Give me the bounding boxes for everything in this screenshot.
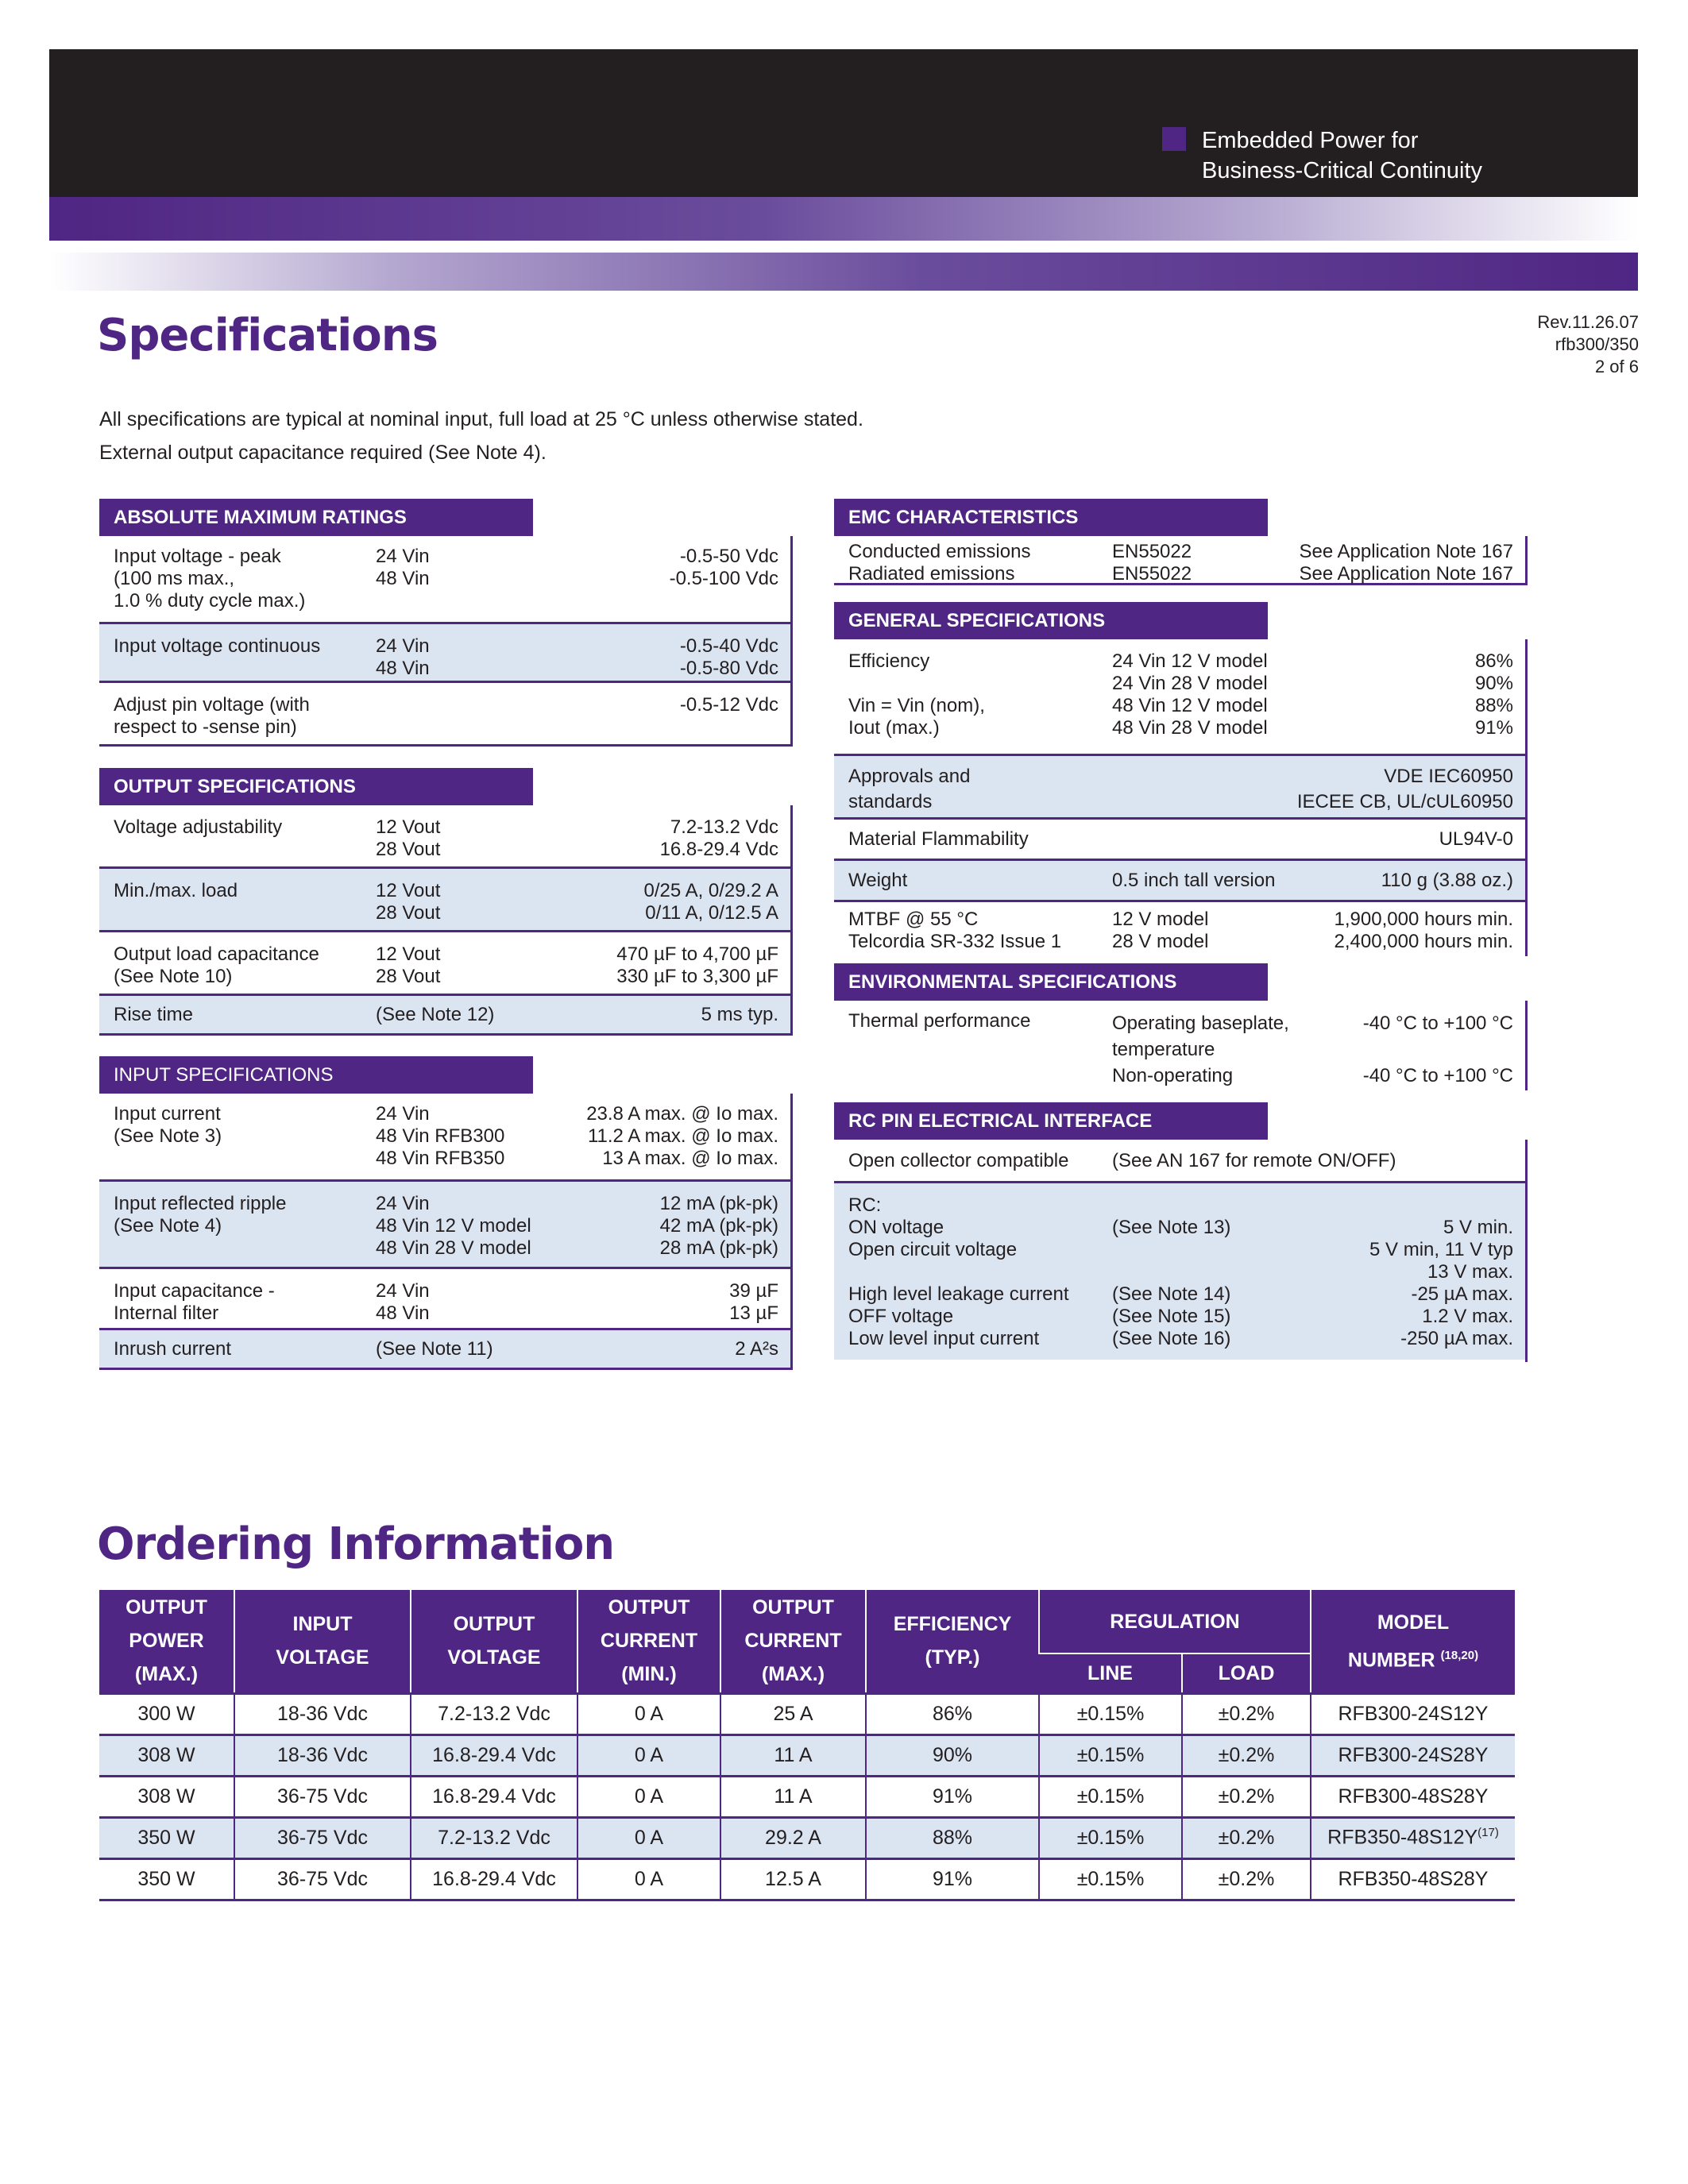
intro-text [99,403,863,469]
spec-label: Thermal performance [848,1010,1031,1032]
cell-input: 36-75 Vdc [234,1817,411,1858]
model-text: RFB300-24S28Y [1338,1743,1489,1766]
cell-current-min: 0 A [577,1776,720,1817]
spec-condition: 24 Vin 48 Vin 12 V model 48 Vin 28 V model [376,1193,531,1259]
revision-block [1537,311,1639,378]
spec-label: Weight [848,870,908,891]
spec-label: Input voltage continuous [114,635,321,657]
model-text: RFB350-48S28Y [1338,1867,1489,1890]
revision: Rev.11.26.07 [1537,312,1639,332]
table-row [99,1776,1515,1817]
spec-group [834,756,1528,820]
spec-value: VDE IEC60950 IECEE CB, UL/cUL60950 [1296,766,1513,812]
ordering-information-title: Ordering Information [97,1518,615,1570]
spec-value: -0.5-12 Vdc [679,694,778,716]
general-specifications [834,602,1528,954]
spec-group [834,820,1528,861]
cell-power: 350 W [99,1817,234,1858]
cell-model [1311,1734,1515,1776]
col-header-model-number [1311,1590,1515,1693]
spec-group [99,683,793,747]
intro-line-1: All specifications are typical at nominal input, full load at 25 °C unless otherwise stated. [99,408,863,430]
spec-group [99,1182,793,1269]
cell-current-max: 11 A [720,1776,866,1817]
spec-condition: 24 Vin 48 Vin [376,1280,430,1324]
spec-value: 39 µF 13 µF [729,1280,778,1324]
section-header: OUTPUT SPECIFICATIONS [99,768,533,805]
spec-condition: 24 Vin 48 Vin RFB300 48 Vin RFB350 [376,1103,505,1169]
spec-group [99,1094,793,1182]
col-header-regulation: REGULATION [1039,1590,1311,1653]
spec-condition: 24 Vin 12 V model 24 Vin 28 V model 48 Vin 12 V model 48 Vin 28 V model [1112,650,1268,739]
cell-power: 308 W [99,1734,234,1776]
output-specifications [99,768,793,1036]
spec-label: Approvals and standards [848,766,971,812]
cell-input: 36-75 Vdc [234,1776,411,1817]
cell-current-min: 0 A [577,1817,720,1858]
cell-model [1311,1817,1515,1858]
col-header-output-current-min: OUTPUT CURRENT (MIN.) [577,1590,720,1693]
spec-value: 110 g (3.88 oz.) [1381,870,1513,891]
ordering-table [99,1590,1515,1901]
cell-efficiency: 88% [866,1817,1039,1858]
spec-condition: (See Note 12) [376,1004,495,1025]
model-footnote: (17) [1477,1826,1499,1840]
spec-condition: (See Note 13) (See Note 14) (See Note 15) (See Note 16) [1112,1217,1231,1349]
section-header: EMC CHARACTERISTICS [834,499,1268,536]
spec-group [99,805,793,869]
tagline [1202,125,1482,186]
brand-square-icon [1162,127,1186,151]
col-header-load: LOAD [1182,1653,1311,1693]
col-header-output-current-max: OUTPUT CURRENT (MAX.) [720,1590,866,1693]
spec-condition: 12 Vout 28 Vout [376,943,441,987]
absolute-maximum-ratings [99,499,793,747]
cell-current-max: 29.2 A [720,1817,866,1858]
intro-line-2: External output capacitance required (See Note 4). [99,442,547,464]
table-row [99,1817,1515,1858]
spec-value: 7.2-13.2 Vdc 16.8-29.4 Vdc [659,816,778,860]
spec-group [99,536,793,624]
spec-value: -0.5-40 Vdc -0.5-80 Vdc [679,635,778,679]
cell-current-max: 25 A [720,1693,866,1734]
cell-model [1311,1776,1515,1817]
spec-label: Input current (See Note 3) [114,1103,222,1147]
header-gradient-band-bottom [49,253,1638,291]
cell-load: ±0.2% [1182,1817,1311,1858]
spec-group [99,1330,793,1370]
cell-load: ±0.2% [1182,1693,1311,1734]
cell-power: 308 W [99,1776,234,1817]
section-header: INPUT SPECIFICATIONS [99,1056,533,1094]
spec-label: Output load capacitance (See Note 10) [114,943,319,987]
cell-output: 16.8-29.4 Vdc [411,1776,577,1817]
spec-value: UL94V-0 [1439,828,1513,850]
spec-condition: 12 Vout 28 Vout [376,880,441,924]
section-header: GENERAL SPECIFICATIONS [834,602,1268,639]
spec-group [834,861,1528,902]
rc-pin-electrical-interface [834,1102,1528,1360]
spec-label: MTBF @ 55 °C Telcordia SR-332 Issue 1 [848,909,1062,952]
cell-line: ±0.15% [1039,1693,1182,1734]
spec-group [834,1001,1528,1088]
spec-group [834,639,1528,756]
cell-current-min: 0 A [577,1858,720,1900]
spec-group [834,1140,1528,1183]
spec-value: 12 mA (pk-pk) 42 mA (pk-pk) 28 mA (pk-pk) [659,1193,778,1259]
cell-output: 16.8-29.4 Vdc [411,1858,577,1900]
cell-power: 350 W [99,1858,234,1900]
spec-value: 5 ms typ. [701,1004,778,1025]
spec-label: Input capacitance - Internal filter [114,1280,275,1324]
spec-label: Voltage adjustability [114,816,283,838]
spec-group [99,1269,793,1330]
cell-model [1311,1693,1515,1734]
spec-label: Open collector compatible [848,1150,1069,1171]
spec-value: 0/25 A, 0/29.2 A 0/11 A, 0/12.5 A [643,880,778,924]
table-row [99,1858,1515,1900]
spec-group [834,536,1528,585]
cell-input: 18-36 Vdc [234,1693,411,1734]
spec-value: 23.8 A max. @ Io max. 11.2 A max. @ Io max. 13 A max. @ Io max. [586,1103,778,1169]
spec-label: Inrush current [114,1338,232,1360]
spec-condition: 24 Vin 48 Vin [376,546,430,589]
section-header: ABSOLUTE MAXIMUM RATINGS [99,499,533,536]
cell-output: 7.2-13.2 Vdc [411,1817,577,1858]
spec-label: Min./max. load [114,880,238,901]
spec-label: Input voltage - peak (100 ms max., 1.0 % duty cycle max.) [114,546,306,612]
cell-load: ±0.2% [1182,1858,1311,1900]
cell-input: 18-36 Vdc [234,1734,411,1776]
section-header: ENVIRONMENTAL SPECIFICATIONS [834,963,1268,1001]
spec-group [834,902,1528,954]
spec-label: RC: ON voltage Open circuit voltage High level leakage current OFF voltage Low level input current [848,1194,1069,1349]
cell-line: ±0.15% [1039,1858,1182,1900]
cell-output: 7.2-13.2 Vdc [411,1693,577,1734]
spec-group [99,932,793,996]
col-header-output-voltage: OUTPUT VOLTAGE [411,1590,577,1693]
model-number-footnote: (18,20) [1440,1648,1479,1662]
spec-condition: 0.5 inch tall version [1112,870,1276,891]
spec-condition: (See AN 167 for remote ON/OFF) [1112,1150,1396,1171]
cell-efficiency: 91% [866,1858,1039,1900]
tagline-line-2: Business-Critical Continuity [1202,158,1482,183]
spec-condition: Operating baseplate, temperature Non-operating [1112,1013,1289,1086]
spec-label: Conducted emissions Radiated emissions [848,541,1031,585]
spec-group [834,1183,1528,1360]
model-number-label: MODEL NUMBER [1347,1611,1450,1671]
model-text: RFB350-48S12Y [1327,1826,1478,1849]
model-text: RFB300-24S12Y [1338,1702,1489,1725]
cell-current-max: 11 A [720,1734,866,1776]
spec-value: -0.5-50 Vdc -0.5-100 Vdc [669,546,778,589]
emc-characteristics [834,499,1528,585]
spec-label: Rise time [114,1004,194,1025]
cell-load: ±0.2% [1182,1776,1311,1817]
spec-condition: 24 Vin 48 Vin [376,635,430,679]
document-id: rfb300/350 [1555,334,1639,354]
section-header: RC PIN ELECTRICAL INTERFACE [834,1102,1268,1140]
cell-efficiency: 90% [866,1734,1039,1776]
cell-input: 36-75 Vdc [234,1858,411,1900]
spec-condition: 12 Vout 28 Vout [376,816,441,860]
cell-line: ±0.15% [1039,1817,1182,1858]
spec-value: See Application Note 167 See Application Note 167 [1299,541,1513,585]
table-row [99,1734,1515,1776]
cell-current-min: 0 A [577,1734,720,1776]
spec-value: 470 µF to 4,700 µF 330 µF to 3,300 µF [616,943,778,987]
spec-condition: 12 V model 28 V model [1112,909,1209,952]
spec-value: 1,900,000 hours min. 2,400,000 hours min. [1334,909,1513,952]
table-row [99,1693,1515,1734]
spec-label: Material Flammability [848,828,1029,850]
spec-group [99,869,793,932]
cell-load: ±0.2% [1182,1734,1311,1776]
spec-value: 86% 90% 88% 91% [1474,650,1513,739]
model-text: RFB300-48S28Y [1338,1785,1489,1808]
header-gradient-band-top [49,197,1638,241]
page-number: 2 of 6 [1594,357,1639,376]
cell-line: ±0.15% [1039,1734,1182,1776]
cell-current-max: 12.5 A [720,1858,866,1900]
spec-value: 2 A²s [735,1338,778,1360]
col-header-efficiency: EFFICIENCY (TYP.) [866,1590,1039,1693]
cell-efficiency: 86% [866,1693,1039,1734]
spec-condition: (See Note 11) [376,1338,493,1360]
col-header-output-power: OUTPUT POWER (MAX.) [99,1590,234,1693]
cell-line: ±0.15% [1039,1776,1182,1817]
col-header-input-voltage: INPUT VOLTAGE [234,1590,411,1693]
tagline-line-1: Embedded Power for [1202,128,1419,153]
spec-value: 5 V min. 5 V min, 11 V typ 13 V max. -25 µA max. 1.2 V max. -250 µA max. [1369,1217,1513,1349]
spec-group [99,624,793,683]
spec-label: Adjust pin voltage (with respect to -sense pin) [114,694,310,738]
input-specifications [99,1056,793,1370]
cell-output: 16.8-29.4 Vdc [411,1734,577,1776]
cell-efficiency: 91% [866,1776,1039,1817]
cell-power: 300 W [99,1693,234,1734]
spec-group [99,996,793,1036]
spec-value: -40 °C to +100 °C -40 °C to +100 °C [1362,1013,1513,1086]
spec-label: Efficiency Vin = Vin (nom), Iout (max.) [848,650,985,739]
cell-current-min: 0 A [577,1693,720,1734]
cell-model [1311,1858,1515,1900]
specifications-title: Specifications [97,310,438,361]
environmental-specifications [834,963,1528,1088]
spec-condition: EN55022 EN55022 [1112,541,1192,585]
col-header-line: LINE [1039,1653,1182,1693]
spec-label: Input reflected ripple (See Note 4) [114,1193,287,1237]
